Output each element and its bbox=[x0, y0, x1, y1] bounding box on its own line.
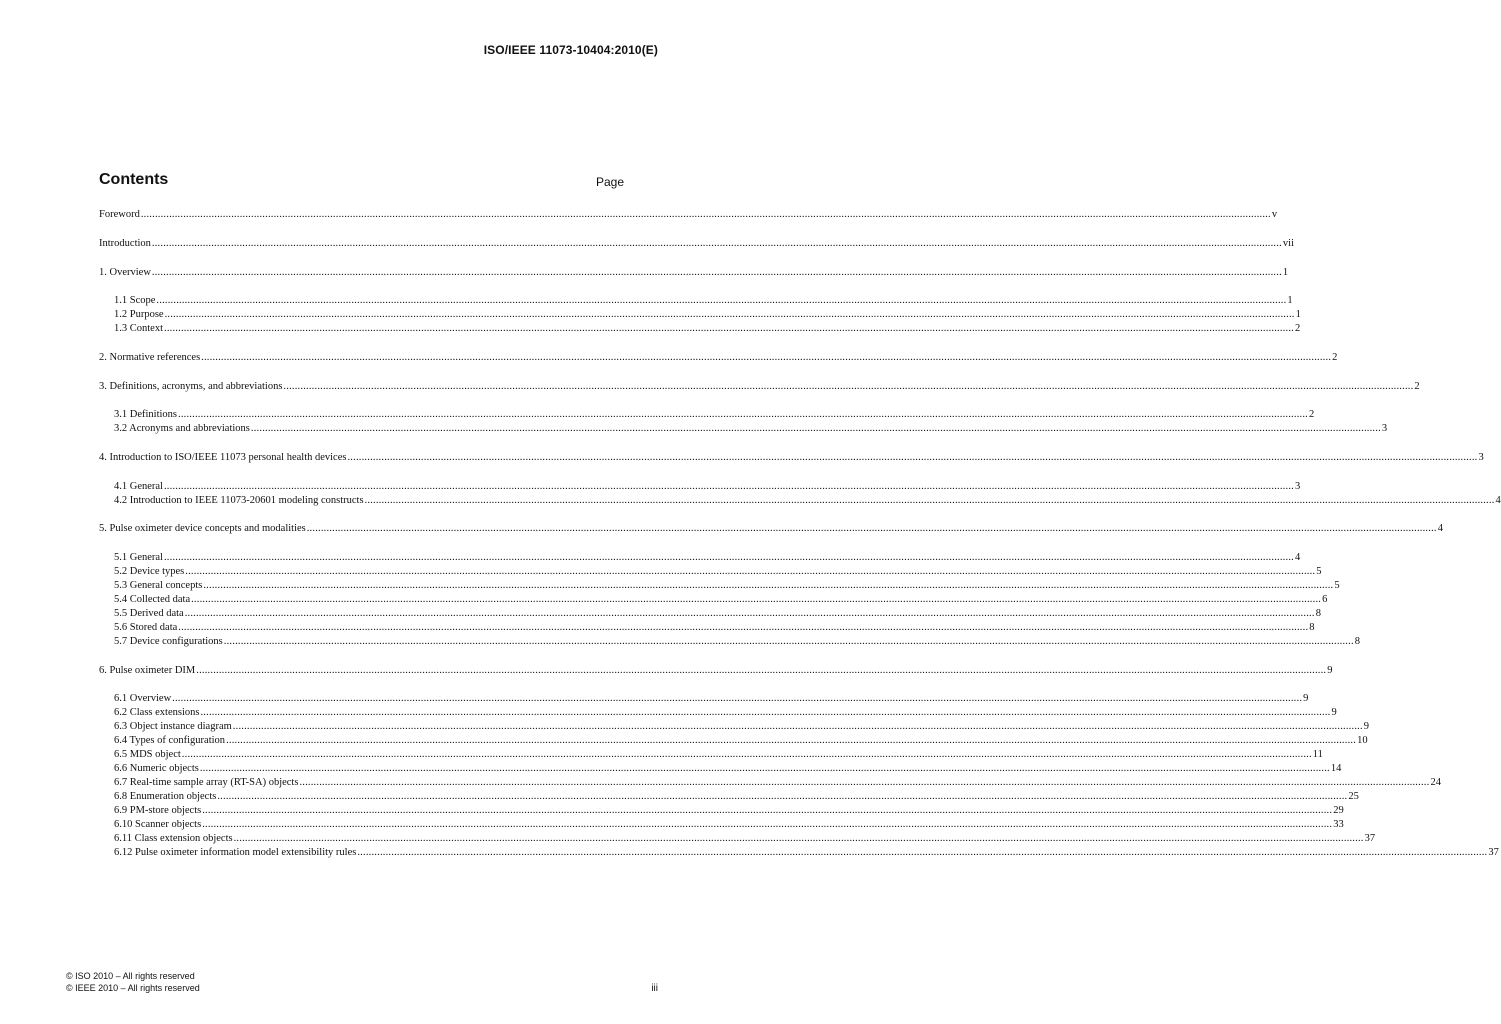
dot-leader: ................................................................................................................................................................................................................................................................................................................................................................................................................ bbox=[223, 636, 1354, 647]
toc-entry-page: 8 bbox=[1315, 608, 1321, 619]
dot-leader: ................................................................................................................................................................................................................................................................................................................................................................................................................ bbox=[357, 847, 1488, 858]
toc-entry-label: 6.6 Numeric objects bbox=[114, 763, 199, 774]
page-number: iii bbox=[651, 983, 658, 994]
toc-entry[interactable] bbox=[114, 408, 1315, 422]
dot-leader: ................................................................................................................................................................................................................................................................................................................................................................................................................ bbox=[163, 481, 1294, 492]
toc-entry-label: 6.1 Overview bbox=[114, 693, 172, 704]
toc-entry[interactable] bbox=[99, 664, 1333, 678]
toc-entry-label: 1.3 Context bbox=[114, 323, 163, 334]
dot-leader: ................................................................................................................................................................................................................................................................................................................................................................................................................ bbox=[172, 693, 1303, 704]
toc-entry-page: 5 bbox=[1334, 580, 1340, 591]
toc-entry[interactable] bbox=[114, 607, 1321, 621]
dot-leader: ................................................................................................................................................................................................................................................................................................................................................................................................................ bbox=[306, 523, 1437, 534]
toc-entry-label: 5.3 General concepts bbox=[114, 580, 203, 591]
dot-leader: ................................................................................................................................................................................................................................................................................................................................................................................................................ bbox=[202, 819, 1333, 830]
toc-entry[interactable] bbox=[114, 804, 1344, 818]
toc-entry[interactable] bbox=[99, 522, 1443, 536]
toc-entry-label: 6.5 MDS object bbox=[114, 749, 181, 760]
toc-entry-label: 3.2 Acronyms and abbreviations bbox=[114, 423, 250, 434]
toc-entry-page: 5 bbox=[1316, 566, 1322, 577]
toc-entry[interactable] bbox=[114, 748, 1323, 762]
dot-leader: ................................................................................................................................................................................................................................................................................................................................................................................................................ bbox=[185, 566, 1316, 577]
toc-entry-page: 14 bbox=[1330, 763, 1342, 774]
toc-entry-page: 3 bbox=[1294, 481, 1301, 492]
toc-entry-label: 6. Pulse oximeter DIM bbox=[99, 665, 196, 676]
dot-leader: ................................................................................................................................................................................................................................................................................................................................................................................................................ bbox=[164, 309, 1295, 320]
toc-entry-label: 3. Definitions, acronyms, and abbreviations bbox=[99, 381, 283, 392]
toc-entry-label: 6.8 Enumeration objects bbox=[114, 791, 217, 802]
toc-entry-page: 33 bbox=[1333, 819, 1344, 830]
dot-leader: ................................................................................................................................................................................................................................................................................................................................................................................................................ bbox=[199, 763, 1330, 774]
toc-entry-page: 9 bbox=[1303, 693, 1309, 704]
dot-leader: ................................................................................................................................................................................................................................................................................................................................................................................................................ bbox=[232, 721, 1363, 732]
toc-entry-page: 11 bbox=[1312, 749, 1323, 760]
toc-entry-label: 4. Introduction to ISO/IEEE 11073 personal health devices bbox=[99, 452, 347, 463]
toc-entry-label: 5.6 Stored data bbox=[114, 622, 178, 633]
toc-entry-page: 3 bbox=[1478, 452, 1484, 463]
toc-entry-page: 9 bbox=[1327, 665, 1333, 676]
dot-leader: ................................................................................................................................................................................................................................................................................................................................................................................................................ bbox=[184, 608, 1315, 619]
dot-leader: ................................................................................................................................................................................................................................................................................................................................................................................................................ bbox=[151, 267, 1282, 278]
toc-entry-label: 5.5 Derived data bbox=[114, 608, 184, 619]
toc-entry[interactable] bbox=[114, 846, 1499, 860]
toc-entry[interactable] bbox=[114, 734, 1368, 748]
dot-leader: ................................................................................................................................................................................................................................................................................................................................................................................................................ bbox=[226, 735, 1357, 746]
toc-entry-page: 37 bbox=[1364, 833, 1376, 844]
toc-entry[interactable] bbox=[99, 351, 1338, 365]
toc-entry[interactable] bbox=[114, 776, 1441, 790]
toc-entry-page: 9 bbox=[1331, 707, 1337, 718]
toc-entry-label: 6.3 Object instance diagram bbox=[114, 721, 232, 732]
toc-entry[interactable] bbox=[114, 832, 1376, 846]
toc-entry-label: Foreword bbox=[99, 209, 140, 220]
toc-entry[interactable] bbox=[99, 266, 1289, 280]
toc-entry-page: 6 bbox=[1322, 594, 1328, 605]
copyright-block bbox=[66, 970, 200, 994]
toc-entry[interactable] bbox=[114, 579, 1340, 593]
dot-leader: ................................................................................................................................................................................................................................................................................................................................................................................................................ bbox=[347, 452, 1478, 463]
dot-leader: ................................................................................................................................................................................................................................................................................................................................................................................................................ bbox=[201, 352, 1332, 363]
toc-entry-label: 4.2 Introduction to IEEE 11073-20601 modeling constructs bbox=[114, 495, 364, 506]
toc-entry-page: 1 bbox=[1287, 295, 1293, 306]
document-id-header: ISO/IEEE 11073-10404:2010(E) bbox=[483, 43, 658, 57]
toc-entry-label: 5.2 Device types bbox=[114, 566, 185, 577]
toc-entry[interactable] bbox=[99, 237, 1294, 251]
toc-entry-page: 8 bbox=[1354, 636, 1361, 647]
contents-heading: Contents bbox=[99, 171, 169, 188]
toc-entry-page: 25 bbox=[1348, 791, 1359, 802]
dot-leader: ................................................................................................................................................................................................................................................................................................................................................................................................................ bbox=[299, 777, 1430, 788]
toc-entry-page: vii bbox=[1282, 238, 1294, 249]
dot-leader: ................................................................................................................................................................................................................................................................................................................................................................................................................ bbox=[217, 791, 1348, 802]
toc-entry-page: 4 bbox=[1495, 495, 1501, 506]
toc-entry[interactable] bbox=[114, 494, 1501, 508]
dot-leader: ................................................................................................................................................................................................................................................................................................................................................................................................................ bbox=[156, 295, 1287, 306]
toc-entry-label: 5. Pulse oximeter device concepts and modalities bbox=[99, 523, 306, 534]
dot-leader: ................................................................................................................................................................................................................................................................................................................................................................................................................ bbox=[364, 495, 1495, 506]
toc-entry[interactable] bbox=[114, 593, 1328, 607]
toc-entry-label: 6.10 Scanner objects bbox=[114, 819, 202, 830]
toc-entry-label: 3.1 Definitions bbox=[114, 409, 177, 420]
toc-entry-page: 24 bbox=[1430, 777, 1441, 788]
dot-leader: ................................................................................................................................................................................................................................................................................................................................................................................................................ bbox=[283, 381, 1414, 392]
toc-entry-page: 2 bbox=[1414, 381, 1420, 392]
toc-entry-label: 5.7 Device configurations bbox=[114, 636, 223, 647]
toc-entry-label: Introduction bbox=[99, 238, 151, 249]
toc-entry-page: 29 bbox=[1333, 805, 1344, 816]
toc-entry[interactable] bbox=[114, 294, 1293, 308]
toc-entry[interactable] bbox=[114, 635, 1361, 649]
toc-entry[interactable] bbox=[114, 422, 1388, 436]
toc-entry-label: 1.2 Purpose bbox=[114, 309, 164, 320]
toc-entry-page: v bbox=[1271, 209, 1278, 220]
toc-entry[interactable] bbox=[114, 692, 1309, 706]
page-column-label: Page bbox=[595, 175, 624, 189]
dot-leader: ................................................................................................................................................................................................................................................................................................................................................................................................................ bbox=[178, 409, 1308, 420]
toc-entry-page: 37 bbox=[1488, 847, 1499, 858]
dot-leader: ................................................................................................................................................................................................................................................................................................................................................................................................................ bbox=[140, 209, 1271, 220]
toc-entry-label: 1. Overview bbox=[99, 267, 151, 278]
toc-entry-label: 2. Normative references bbox=[99, 352, 201, 363]
toc-entry[interactable] bbox=[114, 308, 1301, 322]
toc-entry[interactable] bbox=[114, 818, 1344, 832]
dot-leader: ................................................................................................................................................................................................................................................................................................................................................................................................................ bbox=[181, 749, 1312, 760]
toc-entry[interactable] bbox=[114, 790, 1359, 804]
toc-entry-label: 6.12 Pulse oximeter information model extensibility rules bbox=[114, 847, 357, 858]
toc-entry[interactable] bbox=[114, 480, 1301, 494]
toc-entry[interactable] bbox=[114, 706, 1337, 720]
toc-entry[interactable] bbox=[114, 551, 1301, 565]
toc-entry-page: 2 bbox=[1332, 352, 1338, 363]
toc-entry-page: 3 bbox=[1381, 423, 1388, 434]
dot-leader: ................................................................................................................................................................................................................................................................................................................................................................................................................ bbox=[151, 238, 1282, 249]
toc-entry[interactable] bbox=[114, 621, 1315, 635]
toc-entry[interactable] bbox=[99, 451, 1484, 465]
toc-entry-page: 9 bbox=[1363, 721, 1370, 732]
toc-entry-page: 8 bbox=[1309, 622, 1315, 633]
dot-leader: ................................................................................................................................................................................................................................................................................................................................................................................................................ bbox=[196, 665, 1327, 676]
toc-entry[interactable] bbox=[114, 720, 1370, 734]
toc-entry-page: 2 bbox=[1309, 409, 1315, 420]
toc-entry-page: 4 bbox=[1294, 552, 1301, 563]
dot-leader: ................................................................................................................................................................................................................................................................................................................................................................................................................ bbox=[200, 707, 1331, 718]
toc-entry-page: 2 bbox=[1295, 323, 1301, 334]
dot-leader: ................................................................................................................................................................................................................................................................................................................................................................................................................ bbox=[203, 580, 1334, 591]
toc-entry-page: 1 bbox=[1295, 309, 1301, 320]
dot-leader: ................................................................................................................................................................................................................................................................................................................................................................................................................ bbox=[202, 805, 1333, 816]
toc-entry-page: 10 bbox=[1357, 735, 1368, 746]
toc-entry-label: 6.2 Class extensions bbox=[114, 707, 200, 718]
toc-entry-label: 1.1 Scope bbox=[114, 295, 156, 306]
toc-entry-page: 1 bbox=[1282, 267, 1289, 278]
toc-entry-label: 6.7 Real-time sample array (RT-SA) objects bbox=[114, 777, 299, 788]
toc-entry-page: 4 bbox=[1437, 523, 1443, 534]
toc-entry-label: 5.1 General bbox=[114, 552, 163, 563]
toc-entry[interactable] bbox=[114, 322, 1301, 336]
toc-entry-label: 6.11 Class extension objects bbox=[114, 833, 233, 844]
toc-entry[interactable] bbox=[99, 208, 1278, 222]
toc-entry[interactable] bbox=[114, 565, 1322, 579]
dot-leader: ................................................................................................................................................................................................................................................................................................................................................................................................................ bbox=[178, 622, 1309, 633]
dot-leader: ................................................................................................................................................................................................................................................................................................................................................................................................................ bbox=[164, 323, 1294, 334]
toc-entry-label: 6.9 PM-store objects bbox=[114, 805, 202, 816]
toc-entry[interactable] bbox=[99, 380, 1420, 394]
copyright-iso: © ISO 2010 – All rights reserved bbox=[66, 971, 195, 981]
dot-leader: ................................................................................................................................................................................................................................................................................................................................................................................................................ bbox=[163, 552, 1294, 563]
toc-entry[interactable] bbox=[114, 762, 1342, 776]
toc-entry-label: 6.4 Types of configuration bbox=[114, 735, 226, 746]
dot-leader: ................................................................................................................................................................................................................................................................................................................................................................................................................ bbox=[233, 833, 1364, 844]
toc-entry-label: 4.1 General bbox=[114, 481, 163, 492]
dot-leader: ................................................................................................................................................................................................................................................................................................................................................................................................................ bbox=[250, 423, 1381, 434]
copyright-ieee: © IEEE 2010 – All rights reserved bbox=[66, 983, 200, 993]
toc-entry-label: 5.4 Collected data bbox=[114, 594, 191, 605]
dot-leader: ................................................................................................................................................................................................................................................................................................................................................................................................................ bbox=[191, 594, 1322, 605]
